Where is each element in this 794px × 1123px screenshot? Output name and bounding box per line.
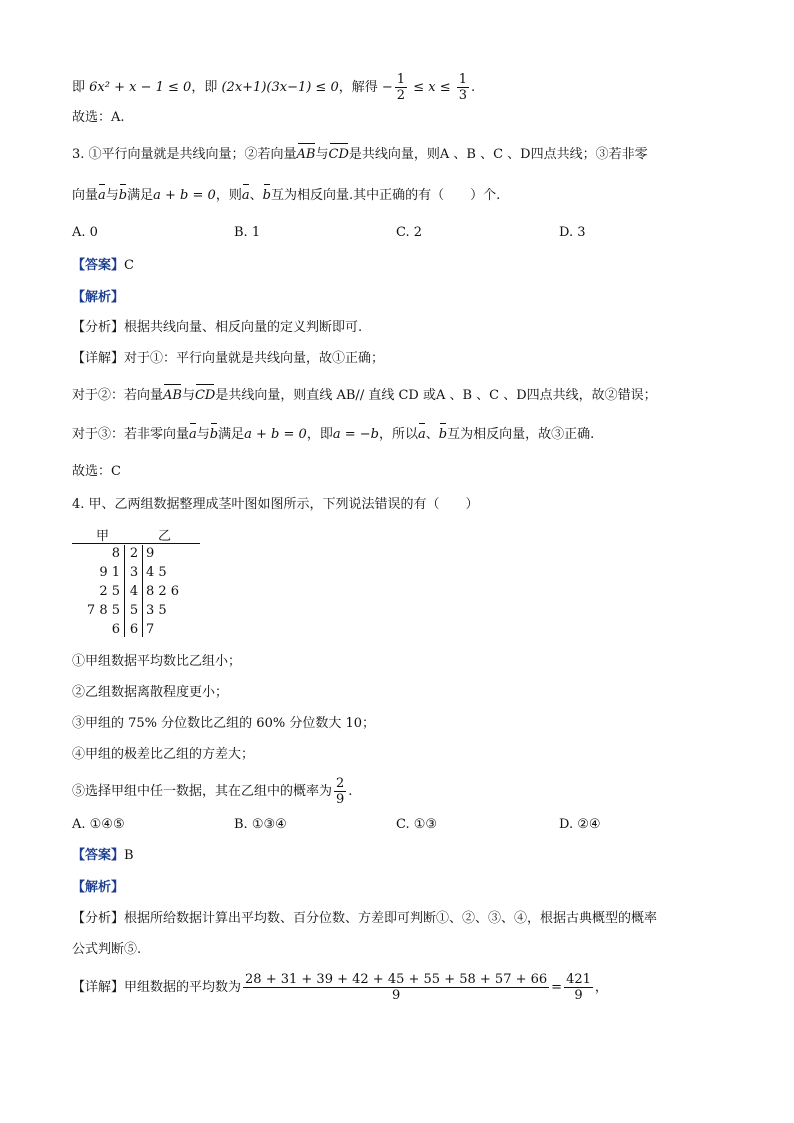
q4-option-d: D. ②④ — [559, 817, 601, 832]
vector-AB: AB — [297, 145, 316, 165]
q3-fenxi: 【分析】根据共线向量、相反向量的定义判断即可. — [72, 320, 363, 335]
header-jia: 甲 — [96, 529, 110, 544]
fraction-half: $\frac{1}{2}$ — [396, 72, 406, 103]
stem-leaf-row: 7 8 5 5 3 5 — [86, 603, 167, 618]
q4-statement-4: ④甲组的极差比乙组的方差大； — [72, 747, 255, 762]
q3-option-d: D. 3 — [559, 225, 586, 240]
q3-stem-line-2: 向量a与b满足a + b = 0，则a、b互为相反向量.其中正确的有（ ）个. — [72, 186, 500, 206]
q4-statement-5: ⑤选择甲组中任一数据，其在乙组中的概率为 $\frac{2}{9}$ . — [72, 776, 353, 807]
q3-option-a: A. 0 — [72, 225, 98, 240]
q4-option-c: C. ①③ — [396, 817, 438, 832]
mean-result-fraction: $\frac{421}{9}$ — [566, 972, 591, 1003]
q4-answer: 【答案】B — [72, 848, 134, 863]
inequality-1: 6x² + x − 1 ≤ 0 — [89, 80, 192, 95]
q3-detail-3: 对于③：若非零向量a与b满足a + b = 0，即a = −b，所以a、b互为相反向量，故③正确. — [72, 425, 594, 445]
stem-leaf-header — [72, 527, 200, 544]
q3-option-c: C. 2 — [396, 225, 423, 240]
stem-leaf-row: 8 2 9 — [111, 546, 155, 561]
fraction-third: $\frac{1}{3}$ — [458, 72, 468, 103]
stem-leaf-row: 6 6 7 — [111, 622, 155, 637]
inequality-2: (2x+1)(3x−1) ≤ 0 — [221, 80, 339, 95]
q3-choose: 故选：C — [72, 464, 121, 479]
stem-divider-left — [124, 545, 125, 637]
q4-statement-2: ②乙组数据离散程度更小； — [72, 685, 229, 700]
q3-options — [72, 223, 722, 243]
q4-options — [72, 815, 722, 835]
q4-statement-1: ①甲组数据平均数比乙组小； — [72, 654, 242, 669]
stem-leaf-row: 2 5 4 8 2 6 — [99, 584, 180, 599]
choose-line: 故选：A. — [72, 110, 125, 125]
q4-fenxi-cont: 公式判断⑤. — [72, 942, 142, 957]
q3-answer: 【答案】C — [72, 258, 134, 273]
q3-stem-line-1: 3. ①平行向量就是共线向量；②若向量AB与CD是共线向量，则A 、B 、C 、D四点共线；③若非零 — [72, 145, 648, 165]
vector-CD: CD — [329, 145, 349, 165]
solution-line-1: 即 6x² + x − 1 ≤ 0，即 (2x+1)(3x−1) ≤ 0，解得 − $\frac{1}{2}$ ≤ x ≤ $\frac{1}{3}$ . — [72, 72, 476, 103]
header-yi: 乙 — [158, 529, 172, 544]
q3-detail-2: 对于②：若向量AB与CD是共线向量，则直线 AB// 直线 CD 或A 、B 、C 、D四点共线，故②错误； — [72, 386, 657, 406]
q4-jiexi: 【解析】 — [72, 880, 125, 895]
q4-fenxi: 【分析】根据所给数据计算出平均数、百分位数、方差即可判断①、②、③、④，根据古典概型的概率 — [72, 911, 658, 926]
q4-statement-3: ③甲组的 75% 分位数比乙组的 60% 分位数大 10； — [72, 716, 375, 731]
q3-xiangjie: 【详解】对于①：平行向量就是共线向量，故①正确； — [72, 351, 385, 366]
q3-option-b: B. 1 — [234, 225, 261, 240]
q3-jiexi: 【解析】 — [72, 290, 125, 305]
stem-divider-right — [142, 545, 143, 637]
q4-xiangjie: 【详解】甲组数据的平均数为 $\frac{28 + 31 + 39 + 42 + 45 + 55 + 58 + 57 + 66}{9}$ = $\frac{421}{9}$ ， — [72, 972, 608, 1003]
q4-stem: 4. 甲、乙两组数据整理成茎叶图如图所示，下列说法错误的有（ ） — [72, 497, 479, 512]
q4-option-a: A. ①④⑤ — [72, 817, 125, 832]
q4-option-b: B. ①③④ — [234, 817, 287, 832]
stem-leaf-row: 9 1 3 4 5 — [99, 565, 167, 580]
mean-fraction: $\frac{28 + 31 + 39 + 42 + 45 + 55 + 58 + 57 + 66}{9}$ — [245, 972, 548, 1003]
fraction-two-ninths: $\frac{2}{9}$ — [336, 776, 345, 807]
